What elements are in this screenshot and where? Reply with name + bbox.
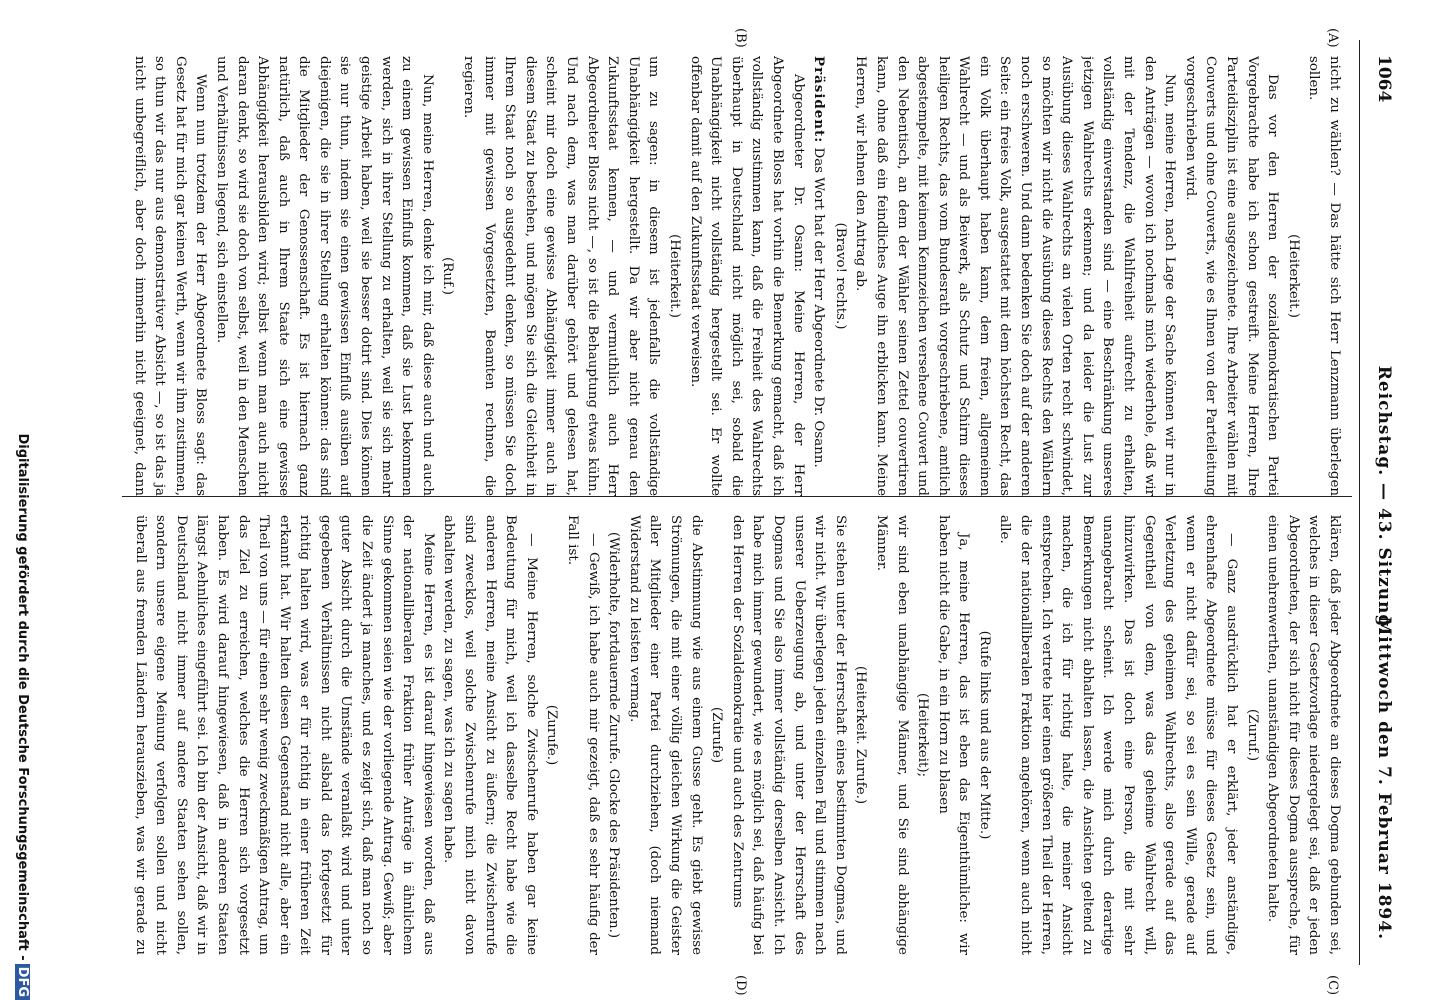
paragraph — [210, 56, 437, 496]
paragraph-text: Nun, meine Herren, denke ich mir, daß diese auch und auch zu einem gewissen Einfluß kommen, daß sie Lust bekommen werden, sich in ihrer Stellung zu erhalten, weil sie sich mehr geistige Arbeit haben, weil sie besser dotirt sind. Dies können sie nur thun, indem sie einen gewissen Einfluß ausüben auf diejenigen, die sie in ihrer Stellung erhalten können: das sind die Mitglieder der Genossenschaft. Es ist hiernach ganz natürlich, daß auch in Ihrem Staate sich eine gewisse Abhängigkeit herausbilden wird; selbst wenn man auch nicht daran denkt, so wird sie doch von selbst, weil in den Menschen und Verhältnissen liegend, sich einstellen. — [213, 56, 435, 496]
session-date: Mittwoch den 7. Februar 1894. — [1374, 616, 1394, 940]
paragraph-text: (Zuruf.) — [1244, 708, 1260, 762]
interjection — [541, 515, 562, 955]
interjection — [437, 56, 458, 496]
left-column — [129, 56, 1344, 496]
paragraph-text: (Heiterkeit.) — [667, 234, 682, 318]
paragraph-text: um zu sagen: in diesem ist jedenfalls die vollständige Unabhängigkeit hergestellt. Da wir aber nicht genau den Zukunftsstaat kennen, — und vermuthlich auch Herr Abgeordneter Bloss nicht —, so ist die Behauptung etwas kühn. Und nach dem, was man darüber gehört und gelesen hat, scheint mir doch eine gewisse Abhängigkeit immer auch in diesem Staat zu bestehen, und mögen Sie sich die Gleichheit in Ihrem Staat noch so ausgedehnt denken, so müssen Sie doch immer mit gewissen Vorgesetzten, Beamten rechnen, die regieren. — [461, 56, 662, 496]
margin-marker-c: (C) — [1325, 975, 1340, 996]
margin-marker-d: (D) — [733, 975, 748, 996]
paragraph — [561, 515, 602, 955]
paragraph-text: Ja, meine Herren, das ist eben das Eigenthümliche: wir haben nicht die Gabe, in ein Horn zu blasen — [935, 515, 972, 955]
paragraph — [994, 515, 1241, 955]
interjection — [603, 515, 624, 955]
paragraph-text: — Ganz ausdrücklich hat er erklärt, jeder anständige, ehrenhafte Abgeordnete müsse für dieses Gesetz sein, und wenn er nicht dafür sei, so sei es sein Wille, gerade auf Verletzung des geheimen Wahlrechts, also gerade auf das Gegentheil von dem, was das geheime Wahlrecht will, hinzuwirken. Das ist doch eine Person, die mit sehr unangebracht scheint. Ich werde mich durch derartige Bemerkungen nicht abhalten lassen, die Ansichten geltend zu machen, die ich für richtig halte, die meiner Ansicht entsprechen. Ich vertrete hier einen größeren Theil der Herren, die der nationalliberalen Fraktion angehören, wenn auch nicht alle. — [997, 515, 1240, 955]
paragraph-text: die Abstimmung wie aus einem Gusse geht. Es giebt gewisse Strömungen, die mit einer völlig gleichen Wirkung die Geister aller Mitglieder einer Partei durchziehen, (doch niemand Widerstand zu leisten vermag. — [626, 515, 704, 955]
interjection — [663, 56, 684, 496]
paragraph-text: (Widerholte, fortdauernde Zurufe. Glocke des Präsidenten.) — [606, 531, 622, 939]
paragraph — [684, 56, 808, 496]
page-number: 1064 — [1374, 55, 1394, 103]
dfg-logo: DFG — [15, 964, 30, 1000]
paragraph-text: (Bravo! rechts.) — [832, 222, 848, 330]
paragraph — [1303, 56, 1344, 496]
paragraph — [932, 515, 973, 955]
header-rule — [1359, 40, 1360, 965]
paragraph — [870, 515, 911, 955]
paragraph-text: Das vor den Herren der sozialdemokratischen Partei Vorgebrachte habe ich schon gestreift. Meine Herren, Ihre Parteidisziplin ist eine ausgezeichnete. Ihre Arbeiter wählen mit Couverts und ohne Couverts, wie es Ihnen von der Parteileitung vorgeschrieben wird. — [1182, 56, 1281, 496]
paragraph-text: wir sind eben unabhängige Männer, und Sie sind abhängige Männer. — [873, 515, 910, 955]
interjection — [706, 515, 727, 955]
paragraph — [726, 515, 850, 955]
digitization-credit — [15, 0, 30, 1000]
paragraph — [623, 515, 705, 955]
interjection — [1282, 56, 1303, 496]
paragraph-text: (Zurufe.) — [544, 704, 560, 766]
interjection — [850, 515, 871, 955]
paragraph — [1179, 56, 1282, 496]
paragraph-text: Nun, meine Herren, nach Lage der Sache können wir nur in den Anträgen — wovon ich nochmals mich wiederhole, daß wir mit der Tendenz, die Wahlfreiheit aufrecht zu erhalten, vollständig einverstanden sind — eine Beschränkung unseres jetzigen Wahlrechts erkennen; und da leider die Lust zur Ausübung dieses Wahlrechts an vielen Orten recht schwindet, so möchten wir nicht die Ausübung dieses Rechts den Wählern noch erschweren. Und dann bedenken Sie doch auf der anderen Seite: ein freies Volk, ausgestattet mit dem höchsten Recht, das ein Volk überhaupt haben kann, dem freien, allgemeinen Wahlrecht — und als Beiwerk, als Schutz und Schirm dieses heiligen Rechts, das vom Bundesrath vorgeschriebene, amtlich abgestempelte, mit keinem Kennzeichen versehene Couvert und den Nebentisch, an dem der Wähler seinen Zettel couvertiren kann, ohne daß ein feindliches Auge ihn erblicken kann. Meine Herren, wir lehnen den Antrag ab. — [853, 56, 1178, 496]
paragraph-text: Abgeordneter Dr. Osann: Meine Herren, der Herr Abgeordnete Bloss hat vorhin die Bemerkung gemacht, daß ich vollständig zustimmen kann, daß die Freiheit des Wahlrechts überhaupt in Deutschland nicht möglich sei, sobald die Unabhängigkeit nicht vollständig hergestellt sei. Er wollte offenbar damit auf den Zukunftsstaat verweisen. — [687, 56, 806, 496]
paragraph-text: Das Wort hat der Herr Abgeordnete Dr. Osann. — [811, 147, 827, 468]
page-header — [1364, 0, 1404, 1000]
margin-marker-b: (B) — [733, 28, 748, 48]
session-title: Reichstag. — 43. Sitzung. — [1374, 365, 1394, 635]
paragraph — [850, 56, 1180, 496]
interjection — [912, 515, 933, 955]
margin-marker-a: (A) — [1325, 28, 1340, 48]
credit-text: Digitalisierung gefördert durch die Deutsche Forschungsgemeinschaft - — [15, 433, 30, 961]
paragraph-text: Meine Herren, es ist darauf hingewiesen worden, daß aus der nationalliberalen Fraktion früher Anträge in ähnlichem Sinne gekommen seien wie der vorliegende Antrag. Gewiß; aber die Zeit ändert ja manches, und es zeigt sich, daß man noch so guter Absicht durch die Umstände veranlaßt wird und unter gegebenen Verhältnissen nicht alsbald das fortgesetzt für richtig halten wird, was er für richtig in einer früheren Zeit erkannt hat. Wir halten diesen Gegenstand nicht alle, aber ein Theil von uns — für einen sehr wenig zweckmäßigen Antrag, um das Ziel zu erreichen, welches die Herren sich vorgesetzt haben. Es wird darauf hingewiesen, daß in anderen Staaten längst Aehnliches eingeführt sei. Ich bin der Ansicht, daß wir in Deutschland nicht immer auf andere Staaten sehen sollen, sondern unsere eigene Meinung verfolgen sollen und nicht überall aus fremden Ländern herauszieben, was wir gerade zu — [132, 515, 436, 955]
paragraph-text: (Heiterkeit.) — [1285, 234, 1301, 318]
interjection — [973, 515, 994, 955]
column-divider — [122, 496, 1352, 497]
paragraph — [1262, 515, 1344, 955]
paragraph-text: nicht zu wählen? — Das hätte sich Herr Lenzmann überlegen sollen. — [1306, 56, 1342, 496]
paragraph-text: klären, daß jeder Abgeordnete an dieses Dogma gebunden sei, welches in dieser Gesetzvorlage niedergelegt sei, daß er jeden Abgeordneten, der sich nicht für dieses Dogma ausspreche, für einen unehrenwerthen, unanständigen Abgeordneten halte. — [1265, 515, 1342, 955]
paragraph — [129, 56, 210, 496]
paragraph-text: Sie stehen unter der Herrschaft eines bestimmten Dogmas, und wir nicht. Wir überlegen jeden einzelnen Fall und stimmen nach unserer Ueberzeugung ab, und unter der Herrschaft des Dogmas und Sie also immer vollständig derselben Ansicht. Ich habe mich immer gewundert, wie es möglich sei, daß häufig bei den Herren der Sozialdemokratie und auch des Zentrums — [729, 515, 848, 955]
paragraph-text: (Rufe links und aus der Mitte.) — [976, 630, 992, 840]
paragraph — [129, 515, 438, 955]
paragraph-text: Wenn nun trotzdem der Herr Abgeordnete Bloss sagt: das Gesetz hat für mich gar keinen Werth, wenn wir ihm zustimmen, so thun wir das nur aus demonstrativer Absicht —, so ist das ja nicht unbegreiflich, aber doch immerhin nicht geeignet, dann — [131, 56, 209, 496]
paragraph-text: (Ruf.) — [440, 257, 456, 295]
paragraph — [438, 515, 541, 955]
paragraph-text: — Meine Herren, solche Zwischenrufe haben gar keine Bedeutung für mich, weil ich dasselbe Recht habe wie die anderen Herren, meine Ansicht zu äußern; die Zwischenrufe sind zwecklos, weil solche Zwischenrufe mich nicht davon abhalten werden, zu sagen, was ich zu sagen habe. — [441, 515, 539, 955]
speaker-label: Präsident: — [811, 56, 828, 144]
interjection — [829, 56, 850, 496]
paragraph-text: (Heiterkeit); — [915, 692, 931, 778]
paragraph-text: (Zurufe) — [709, 706, 725, 764]
paragraph-text: (Heiterkeit. Zurufe.) — [853, 665, 869, 805]
right-column — [129, 515, 1344, 955]
paragraph — [457, 56, 663, 496]
paragraph-text: — Gewiß, ich habe auch mir gezeigt, daß es sehr häufig der Fall ist. — [565, 515, 601, 955]
paragraph — [808, 56, 830, 496]
interjection — [1241, 515, 1262, 955]
